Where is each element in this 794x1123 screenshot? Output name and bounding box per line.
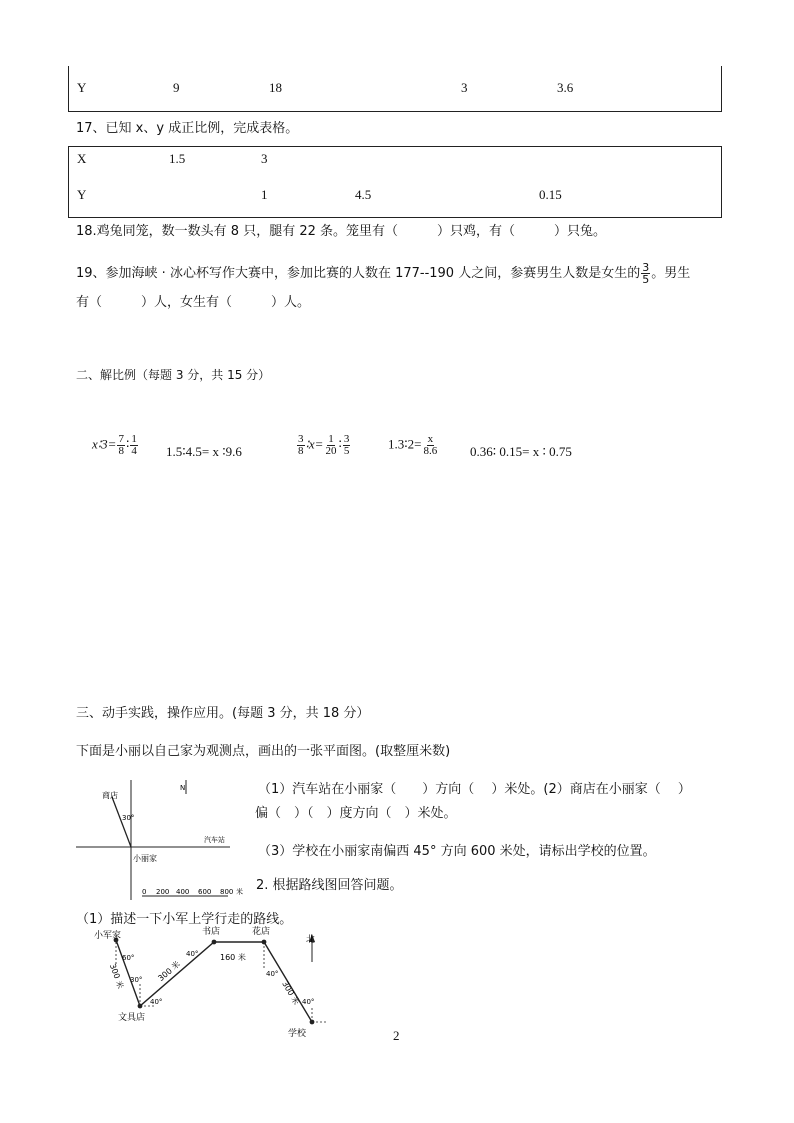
row-x-label: X xyxy=(77,151,87,166)
q18-text: 18.鸡兔同笼，数一数头有 8 只，腿有 22 条。笼里有（ ）只鸡，有（ ）只兔。 xyxy=(76,224,607,239)
cell: 1.5 xyxy=(169,151,186,166)
cell: 3 xyxy=(461,80,468,95)
north-label: N xyxy=(180,784,186,792)
scale-tick: 200 xyxy=(156,888,170,896)
fraction xyxy=(343,434,351,457)
fraction xyxy=(130,434,138,457)
station-label: 汽车站 xyxy=(204,836,225,844)
table-q17 xyxy=(68,146,722,218)
distance-label: 300 米 xyxy=(156,959,182,984)
num: 3 xyxy=(343,433,350,445)
q19-text-end: 。男生 xyxy=(651,266,691,281)
angle-label: 40° xyxy=(302,998,315,1006)
scale-tick: 800 xyxy=(220,888,234,896)
row-y-label: Y xyxy=(77,187,87,202)
route-map xyxy=(86,922,336,1042)
cell: 0.15 xyxy=(539,187,562,202)
q19-line2: 有（ ）人，女生有（ ）人。 xyxy=(76,295,311,310)
num: 1 xyxy=(131,433,137,445)
plan-map xyxy=(70,772,250,902)
equation-4 xyxy=(388,434,439,457)
scale-tick: 0 xyxy=(142,888,147,896)
den: 8 xyxy=(118,445,124,457)
den: 5 xyxy=(343,445,350,457)
cell: 3.6 xyxy=(557,80,574,95)
den: 8 xyxy=(298,445,304,457)
cell: 4.5 xyxy=(355,187,372,202)
scale-tick: 600 xyxy=(198,888,212,896)
eq-text: ∶ xyxy=(338,436,342,452)
p3: （3）学校在小丽家南偏西 45° 方向 600 米处，请标出学校的位置。 xyxy=(258,844,656,859)
cell: 18 xyxy=(269,80,282,95)
q19-line1 xyxy=(76,262,690,285)
q2-text: 2. 根据路线图回答问题。 xyxy=(256,878,403,893)
frac-den: 5 xyxy=(642,273,650,286)
fraction xyxy=(422,434,438,457)
scale-tick: 米 xyxy=(236,888,243,896)
q19-fraction xyxy=(641,262,650,285)
num: 1 xyxy=(328,433,334,445)
den: 4 xyxy=(131,445,137,457)
equation-2: 1.5∶4.5= x ∶9.6 xyxy=(166,444,242,459)
q2-1-text: （1）描述一下小军上学行走的路线。 xyxy=(76,912,293,927)
num: 7 xyxy=(118,433,124,445)
frac-num: 3 xyxy=(642,261,650,274)
table-top xyxy=(68,66,722,112)
num: 3 xyxy=(298,433,304,445)
eq-text: 1.3∶2= xyxy=(388,436,422,452)
north-label: 北 xyxy=(306,935,316,945)
fraction xyxy=(117,434,125,457)
equation-3 xyxy=(296,434,351,457)
cell: 1 xyxy=(261,187,268,202)
angle-label: 30° xyxy=(130,976,143,984)
angle-label: 40° xyxy=(150,998,163,1006)
den: 20 xyxy=(325,445,337,457)
distance-label: 300 米 xyxy=(280,979,301,1007)
equation-5: 0.36∶ 0.15= x ∶ 0.75 xyxy=(470,444,572,459)
page-number: 2 xyxy=(393,1028,400,1043)
distance-label: 300 米 xyxy=(107,962,126,990)
section3-intro: 下面是小丽以自己家为观测点，画出的一张平面图。(取整厘米数) xyxy=(76,744,451,759)
angle-label: 30° xyxy=(122,814,135,822)
p1a: （1）汽车站在小丽家（ ）方向（ ）米处。(2）商店在小丽家（ ） xyxy=(258,782,691,797)
angle-label: 60° xyxy=(122,954,135,962)
home-label: 小丽家 xyxy=(133,854,157,863)
num: x xyxy=(427,433,434,445)
fraction xyxy=(324,434,337,457)
angle-label: 40° xyxy=(266,970,279,978)
q19-text: 19、参加海峡 · 冰心杯写作大赛中，参加比赛的人数在 177--190 人之间，参赛男生人数是女生的 xyxy=(76,266,641,281)
section2-heading: 二、解比例（每题 3 分，共 15 分） xyxy=(76,368,271,382)
p1b: 偏（ ）（ ）度方向（ ）米处。 xyxy=(255,806,457,821)
q17-text: 17、已知 x、y 成正比例，完成表格。 xyxy=(76,121,299,136)
angle-label: 40° xyxy=(186,950,199,958)
distance-label: 160 米 xyxy=(220,953,246,962)
stationery-label: 文具店 xyxy=(118,1013,146,1023)
eq-text: ∶x= xyxy=(305,436,324,452)
scale-tick: 400 xyxy=(176,888,190,896)
eq-text: ∶ xyxy=(125,436,130,452)
school-label: 学校 xyxy=(288,1029,307,1039)
bookstore-label: 书店 xyxy=(202,927,221,937)
section3-heading: 三、动手实践，操作应用。(每题 3 分，共 18 分） xyxy=(76,706,370,721)
den: 8.6 xyxy=(423,445,438,457)
cell: 9 xyxy=(173,80,180,95)
equation-1 xyxy=(92,434,139,457)
cell: 3 xyxy=(261,151,268,166)
row-y-label: Y xyxy=(77,80,87,95)
eq-text: x∶3= xyxy=(92,436,117,452)
home-label: 小军家 xyxy=(94,931,122,941)
store-label: 商店 xyxy=(102,791,118,800)
flower-label: 花店 xyxy=(252,927,271,937)
fraction xyxy=(297,434,305,457)
